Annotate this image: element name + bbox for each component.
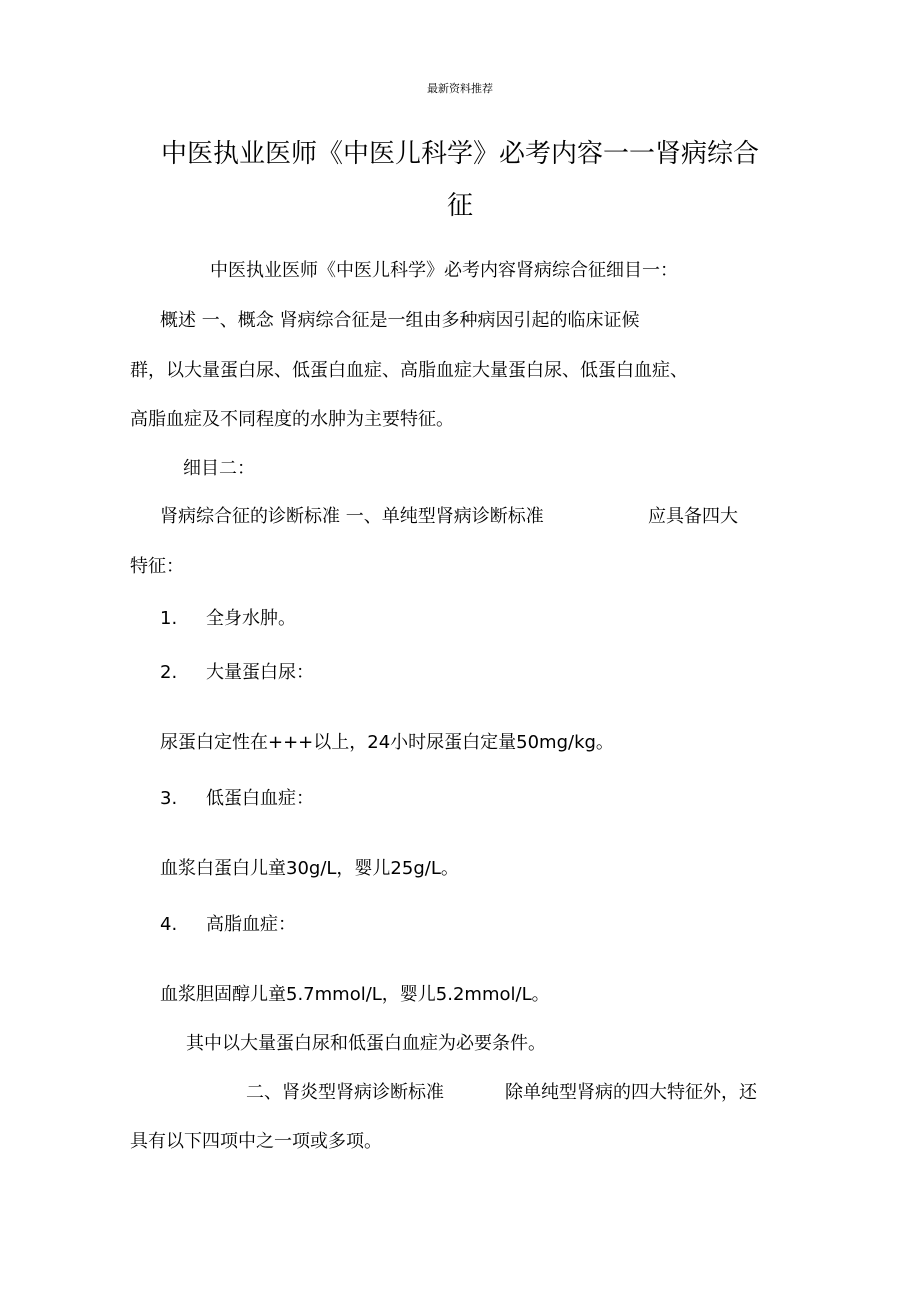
list-item-number: 1. bbox=[160, 608, 178, 629]
necessary-conditions: 其中以大量蛋白尿和低蛋白血症为必要条件。 bbox=[186, 1033, 546, 1054]
page-header: 最新资料推荐 bbox=[427, 82, 493, 95]
section1-line-3: 高脂血症及不同程度的水肿为主要特征。 bbox=[130, 409, 454, 430]
section2-line-1b: 应具备四大 bbox=[648, 506, 738, 527]
albumin-detail: 血浆白蛋白儿童30g/L，婴儿25g/L。 bbox=[160, 858, 459, 879]
list-item-text: 全身水肿。 bbox=[206, 608, 296, 629]
list-item-number: 3. bbox=[160, 788, 178, 809]
section3-line-2: 具有以下四项中之一项或多项。 bbox=[130, 1131, 382, 1152]
proteinuria-detail: 尿蛋白定性在+++以上，24小时尿蛋白定量50mg/kg。 bbox=[160, 732, 614, 753]
list-item-number: 4. bbox=[160, 914, 178, 935]
section2-line-2: 特征： bbox=[130, 556, 184, 577]
list-item-number: 2. bbox=[160, 662, 178, 683]
section2-line-1a: 肾病综合征的诊断标准 一、单纯型肾病诊断标准 bbox=[160, 506, 544, 527]
intro-paragraph: 中医执业医师《中医儿科学》必考内容肾病综合征细目一： bbox=[210, 260, 678, 281]
list-item-text: 高脂血症： bbox=[206, 914, 296, 935]
section3-line-1b: 除单纯型肾病的四大特征外，还 bbox=[505, 1082, 757, 1103]
cholesterol-detail: 血浆胆固醇儿童5.7mmol/L，婴儿5.2mmol/L。 bbox=[160, 984, 550, 1005]
document-title-line-1: 中医执业医师《中医儿科学》必考内容一一肾病综合 bbox=[160, 139, 759, 169]
section1-line-1: 概述 一、概念 肾病综合征是一组由多种病因引起的临床证候 bbox=[160, 310, 640, 331]
list-item-text: 大量蛋白尿： bbox=[206, 662, 314, 683]
list-item-text: 低蛋白血症： bbox=[206, 788, 314, 809]
document-title-line-2: 征 bbox=[446, 191, 473, 221]
section1-line-2: 群，以大量蛋白尿、低蛋白血症、高脂血症大量蛋白尿、低蛋白血症、 bbox=[130, 360, 688, 381]
section3-line-1a: 二、肾炎型肾病诊断标准 bbox=[246, 1082, 444, 1103]
subheading-2: 细目二： bbox=[183, 458, 255, 479]
